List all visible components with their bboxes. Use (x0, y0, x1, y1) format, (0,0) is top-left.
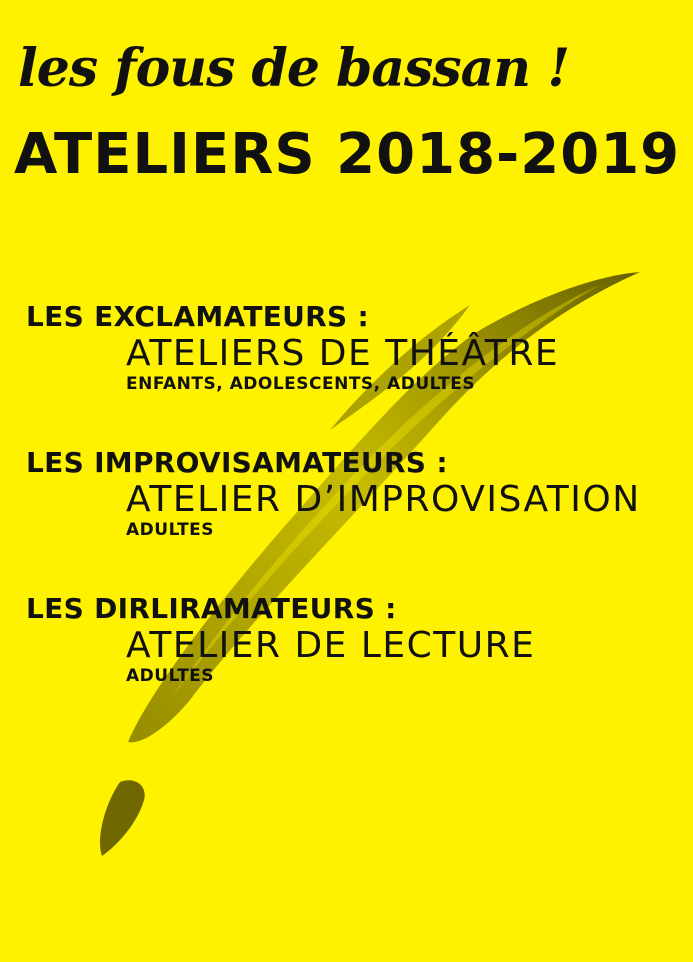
workshop-audience: ENFANTS, ADOLESCENTS, ADULTES (126, 374, 476, 394)
brand-title: les fous de bassan ! (18, 38, 570, 99)
page-title: ATELIERS 2018-2019 (14, 122, 681, 187)
workshop-group-name: LES IMPROVISAMATEURS : (26, 446, 448, 479)
workshop-activity: ATELIER DE LECTURE (126, 625, 536, 666)
brush-dot (100, 780, 145, 856)
workshop-activity: ATELIERS DE THÉÂTRE (126, 333, 560, 374)
workshop-item (26, 592, 686, 686)
workshop-audience: ADULTES (126, 666, 215, 686)
workshop-activity: ATELIER D’IMPROVISATION (126, 479, 641, 520)
workshop-group-name: LES EXCLAMATEURS : (26, 300, 370, 333)
workshop-group-name: LES DIRLIRAMATEURS : (26, 592, 397, 625)
workshop-audience: ADULTES (126, 520, 215, 540)
workshop-item (26, 300, 686, 394)
workshop-item (26, 446, 686, 540)
